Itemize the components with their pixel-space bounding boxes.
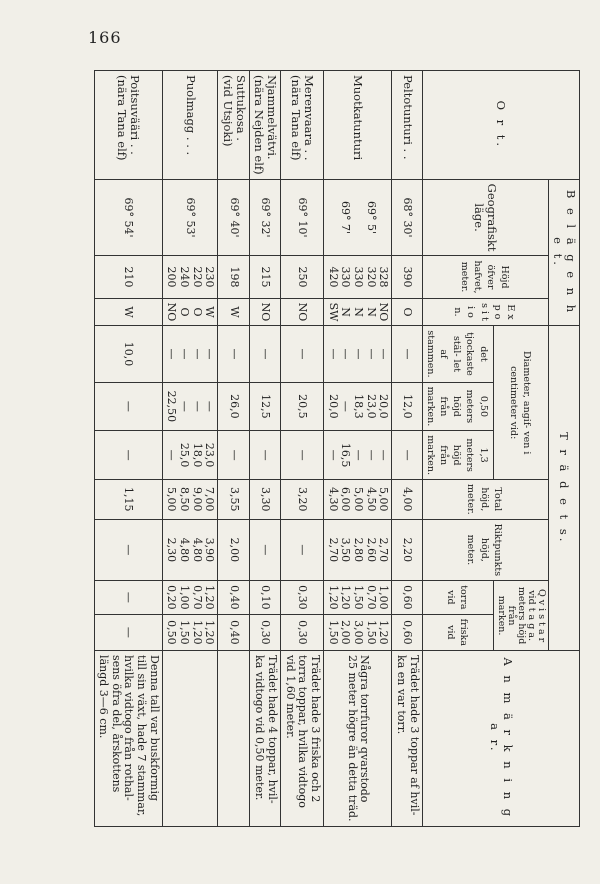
place-name: Poitsuvääri . . (nära Tana elf) [94, 71, 162, 180]
remark: Trädet hade 4 toppar, hvil- ka vidtogo vid 0,50 meter. [249, 651, 280, 827]
reference-height: — [94, 519, 162, 581]
header-diam-2: 0,50 meters höjd från marken. [422, 382, 493, 431]
latitude: 69° 40' [218, 179, 249, 256]
place-name: Muotkatunturi [324, 71, 392, 180]
diameter-thickest: — — — — [162, 326, 218, 382]
fresh-branches: 0,60 [392, 614, 422, 650]
latitude: 69° 10' [281, 179, 324, 256]
table-row [162, 71, 218, 827]
header-riktpunkt: Riktpunkts höjd, meter. [422, 519, 548, 581]
total-height: 7,00 9,00 8,50 5,00 [162, 480, 218, 520]
remark: Några torrfuror qvarstodo 25 meter högre än detta träd. [324, 651, 392, 827]
header-belagenhet: B e l ä g e n h e t. [548, 179, 579, 326]
exposition: O [392, 298, 422, 326]
header-diameter-group: Diameter, angif- ven i centimeter vid: [493, 326, 548, 480]
diameter-thickest: — — — — — [324, 326, 392, 382]
reference-height: 2,00 [218, 519, 249, 581]
header-total-hojd: Total höjd, meter. [422, 480, 548, 520]
latitude: 69° 32' [249, 179, 280, 256]
diameter-13: — [94, 431, 162, 480]
total-height: 1,15 [94, 480, 162, 520]
dry-branches: 1,20 0,70 1,00 0,20 [162, 581, 218, 615]
reference-height: 3,90 4,80 4,80 2,30 [162, 519, 218, 581]
total-height: 5,00 4,50 5,00 6,00 4,30 [324, 480, 392, 520]
fresh-branches: 1,20 1,20 1,50 0,50 [162, 614, 218, 650]
latitude: 68° 30' [392, 179, 422, 256]
place-name: Suttukosa . (vid Utsjoki) [218, 71, 249, 180]
altitude: 250 [281, 256, 324, 298]
exposition: NO [249, 298, 280, 326]
diameter-050: — — — 22,50 [162, 382, 218, 431]
fresh-branches: 0,40 [218, 614, 249, 650]
header-ort: O r t. [422, 71, 579, 180]
header-hojd: Höjd öfver hafvet, meter. [422, 256, 548, 298]
remark: Trädet hade 3 toppar af hvil- ka en var torr. [392, 651, 422, 827]
altitude: 390 [392, 256, 422, 298]
diameter-050: 20,0 23,0 18,3 — 20,0 [324, 382, 392, 431]
reference-height: — [249, 519, 280, 581]
reference-height: 2,70 2,60 2,80 3,50 2,70 [324, 519, 392, 581]
dry-branches: 0,10 [249, 581, 280, 615]
table-row [218, 71, 249, 827]
header-geografiskt-lage: Geografiskt läge. [422, 179, 548, 256]
exposition: W O O NO [162, 298, 218, 326]
reference-height: — [281, 519, 324, 581]
total-height: 3,55 [218, 480, 249, 520]
header-diam-3: 1,3 meters höjd från marken. [422, 431, 493, 480]
reference-height: 2,20 [392, 519, 422, 581]
dry-branches: 0,30 [281, 581, 324, 615]
diameter-13: — — — 16,5 — [324, 431, 392, 480]
remark: Denna tall var buskformig till sin växt, hade 7 stammar, hvilka vidtogo från rothal- sens öfra del, årskottens längd 3—6 cm. [94, 651, 162, 827]
diameter-13: 23,0 18,0 25,0 — [162, 431, 218, 480]
header-meters-hojd: meters höjd från marken. [495, 586, 527, 645]
latitude: 69° 54' [94, 179, 162, 256]
diameter-050: 20,5 [281, 382, 324, 431]
diameter-13: — [281, 431, 324, 480]
diameter-050: 26,0 [218, 382, 249, 431]
total-height: 3,30 [249, 480, 280, 520]
remark: Trädet hade 3 friska och 2 torra toppar, hvilka vidtogo vid 1,60 meter. [281, 651, 324, 827]
dry-branches: 0,40 [218, 581, 249, 615]
altitude: 210 [94, 256, 162, 298]
header-diam-1: det tjockaste stäl- let af stammen. [422, 326, 493, 382]
fresh-branches: 0,30 [281, 614, 324, 650]
total-height: 3,20 [281, 480, 324, 520]
diameter-thickest: — [249, 326, 280, 382]
fresh-branches: 1,20 1,50 3,00 2,00 1,50 [324, 614, 392, 650]
altitude: 328 320 330 330 420 [324, 256, 392, 298]
dry-branches: 0,60 [392, 581, 422, 615]
latitude: 69° 5' 69° 7' [324, 179, 392, 256]
dry-branches: 1,00 0,70 1,50 1,20 1,20 [324, 581, 392, 615]
header-qvistar: Q v i s t a r vid t a g a. meters höjd från marken. [493, 581, 548, 651]
diameter-13: — [218, 431, 249, 480]
fresh-branches: 0,30 [249, 614, 280, 650]
diameter-13: — [249, 431, 280, 480]
fresh-branches: — [94, 614, 162, 650]
remark [218, 651, 249, 827]
place-name: Puolmagg . . . [162, 71, 218, 180]
data-table [94, 70, 580, 827]
diameter-050: — [94, 382, 162, 431]
diameter-thickest: — [218, 326, 249, 382]
diameter-thickest: 10,0 [94, 326, 162, 382]
place-name: Peltotunturi . . [392, 71, 422, 180]
header-anmarkningar: A n m ä r k n i n g a r. [422, 651, 579, 827]
exposition: NO N N N SW [324, 298, 392, 326]
diameter-050: 12,5 [249, 382, 280, 431]
table-row [94, 71, 162, 827]
table-row [281, 71, 324, 827]
header-tradets: T r ä d e t s. [548, 326, 579, 651]
header-exposition: E x p o s i t i o n. [422, 298, 548, 326]
diameter-13: — [392, 431, 422, 480]
diameter-thickest: — [281, 326, 324, 382]
exposition: W [218, 298, 249, 326]
altitude: 198 [218, 256, 249, 298]
header-friska: friska vid [422, 614, 493, 650]
diameter-thickest: — [392, 326, 422, 382]
dry-branches: — [94, 581, 162, 615]
page-number: 166 [88, 28, 122, 47]
total-height: 4,00 [392, 480, 422, 520]
altitude: 215 [249, 256, 280, 298]
table-row [392, 71, 422, 827]
table-row [249, 71, 280, 827]
diameter-050: 12,0 [392, 382, 422, 431]
place-name: Njammelvätvi. (nära Nejden elf) [249, 71, 280, 180]
remark [162, 651, 218, 827]
exposition: W [94, 298, 162, 326]
table-row [324, 71, 392, 827]
exposition: NO [281, 298, 324, 326]
latitude: 69° 53' [162, 179, 218, 256]
altitude: 230 220 240 200 [162, 256, 218, 298]
rotated-table-container [60, 70, 580, 822]
place-name: Merenvaara . . (nära Tana elf) [281, 71, 324, 180]
header-torra: torra vid [422, 581, 493, 615]
